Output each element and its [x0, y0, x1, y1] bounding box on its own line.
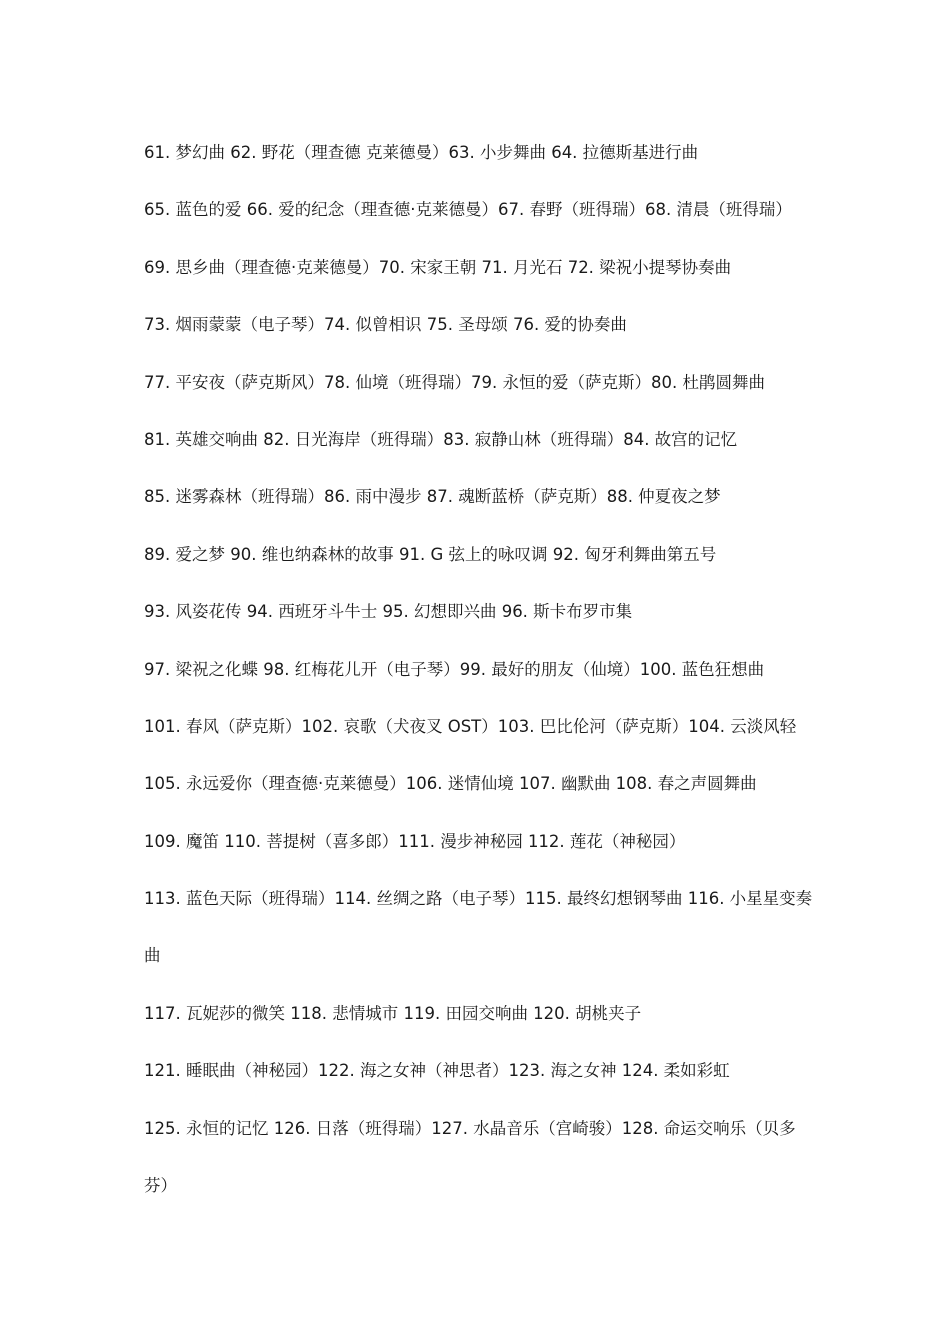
list-line: 77. 平安夜（萨克斯风）78. 仙境（班得瑞）79. 永恒的爱（萨克斯）80. 杜鹃圆舞曲	[144, 372, 765, 392]
list-line: 105. 永远爱你（理查德·克莱德曼）106. 迷情仙境 107. 幽默曲 108. 春之声圆舞曲	[144, 774, 757, 794]
list-line: 113. 蓝色天际（班得瑞）114. 丝绸之路（电子琴）115. 最终幻想钢琴曲 116. 小星星变奏	[144, 889, 813, 909]
list-line: 121. 睡眠曲（神秘园）122. 海之女神（神思者）123. 海之女神 124. 柔如彩虹	[144, 1061, 730, 1081]
list-line: 65. 蓝色的爱 66. 爱的纪念（理查德·克莱德曼）67. 春野（班得瑞）68. 清晨（班得瑞）	[144, 200, 792, 220]
list-line: 61. 梦幻曲 62. 野花（理查德 克莱德曼）63. 小步舞曲 64. 拉德斯基进行曲	[144, 143, 699, 162]
list-line: 101. 春风（萨克斯）102. 哀歌（犬夜叉 OST）103. 巴比伦河（萨克斯）104. 云淡风轻	[144, 716, 797, 736]
list-line-continuation: 曲	[144, 946, 161, 966]
list-line: 109. 魔笛 110. 菩提树（喜多郎）111. 漫步神秘园 112. 莲花（神秘园）	[144, 831, 686, 851]
list-line: 117. 瓦妮莎的微笑 118. 悲情城市 119. 田园交响曲 120. 胡桃夹子	[144, 1003, 642, 1023]
list-line: 93. 风姿花传 94. 西班牙斗牛士 95. 幻想即兴曲 96. 斯卡布罗市集	[144, 602, 633, 622]
list-line: 89. 爱之梦 90. 维也纳森林的故事 91. G 弦上的咏叹调 92. 匈牙利舞曲第五号	[144, 544, 717, 564]
list-line: 69. 思乡曲（理查德·克莱德曼）70. 宋家王朝 71. 月光石 72. 梁祝小提琴协奏曲	[144, 257, 732, 277]
list-line: 81. 英雄交响曲 82. 日光海岸（班得瑞）83. 寂静山林（班得瑞）84. 故宫的记忆	[144, 429, 738, 449]
music-list	[144, 124, 814, 1214]
list-line: 125. 永恒的记忆 126. 日落（班得瑞）127. 水晶音乐（宫崎骏）128. 命运交响乐（贝多	[144, 1118, 796, 1138]
list-line-continuation: 芬）	[144, 1176, 177, 1196]
list-line: 97. 梁祝之化蝶 98. 红梅花儿开（电子琴）99. 最好的朋友（仙境）100. 蓝色狂想曲	[144, 659, 765, 679]
list-line: 85. 迷雾森林（班得瑞）86. 雨中漫步 87. 魂断蓝桥（萨克斯）88. 仲夏夜之梦	[144, 487, 721, 507]
list-line: 73. 烟雨蒙蒙（电子琴）74. 似曾相识 75. 圣母颂 76. 爱的协奏曲	[144, 315, 627, 335]
